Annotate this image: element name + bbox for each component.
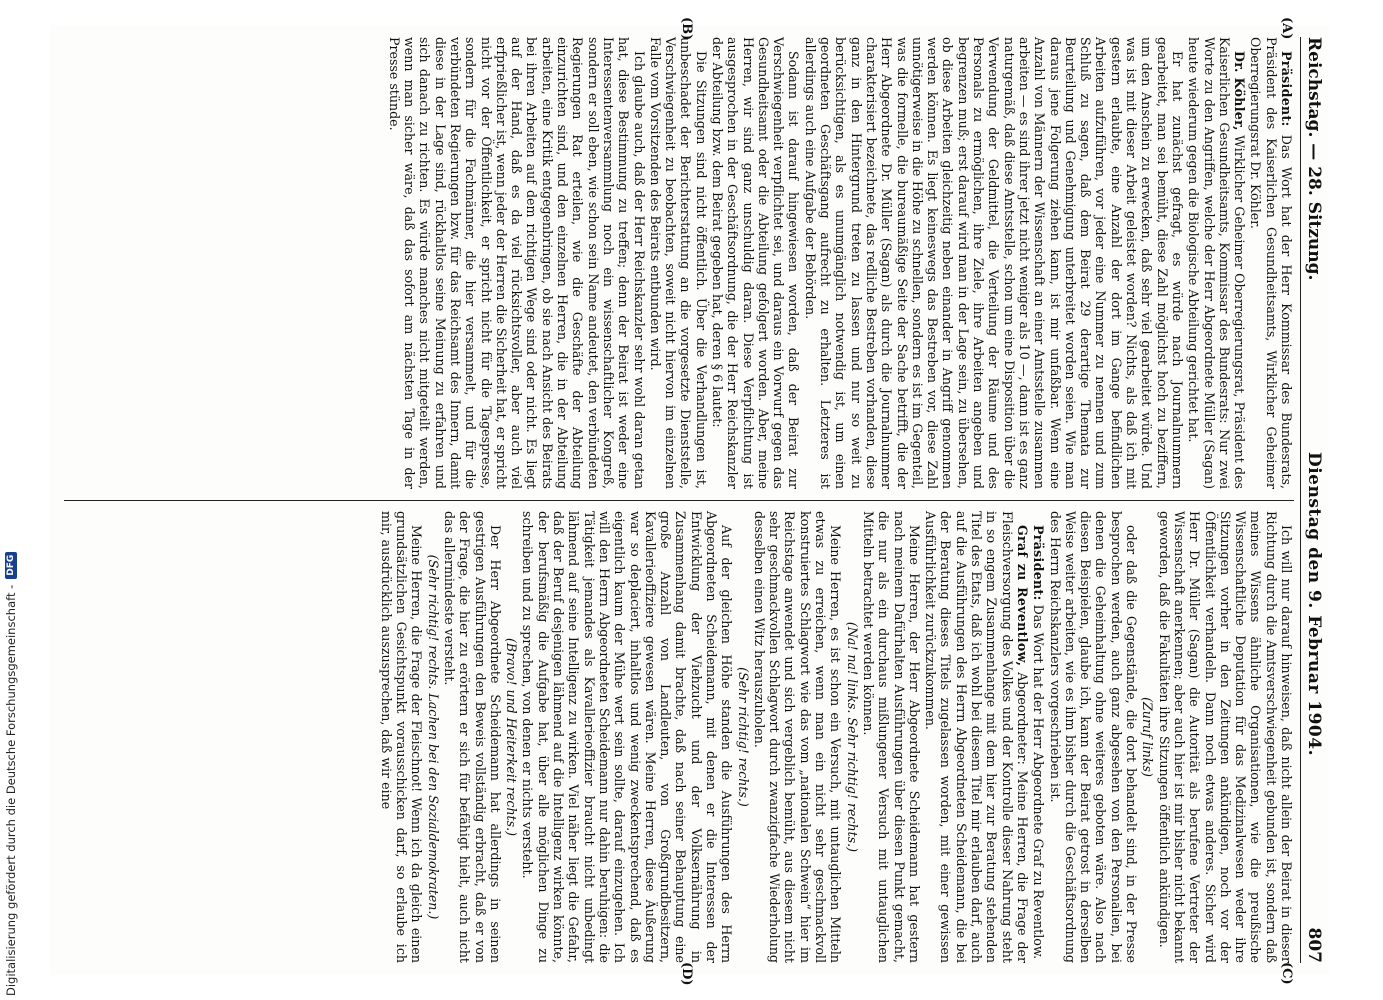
paragraph-text: (Sehr richtig! rechts. Lachen bei den Sozialdemokraten.) (425, 554, 441, 920)
right-column (377, 511, 1294, 963)
paragraph-text: (Sehr richtig! rechts.) (735, 667, 751, 807)
paragraph (752, 511, 844, 963)
rotated-page-content (50, 17, 1330, 986)
paragraph (923, 511, 1030, 963)
column-divider (64, 500, 1294, 501)
paragraph (1186, 37, 1247, 489)
speaker-name: Graf zu Reventlow, (1014, 525, 1030, 667)
header-left: Reichstag. — 28. Sitzung. (1304, 37, 1324, 281)
paragraph (735, 511, 750, 963)
speaker-name: Dr. Köhler, (1232, 51, 1248, 131)
paragraph-text: Das Wort hat der Herr Kommissar des Bundesrats, Präsident des Kaiserlichen Gesundheitsamts, Wirklicher Geheimer Oberregierungsrat Dr. Köhler. (1248, 37, 1294, 489)
paragraph-text: Er hat zunächst gefragt, es würde nach Journalnummern gearbeitet, man sei bemüht, diese Zahl möglichst hoch zu beziffern, um den Anschein zu erwecken, daß sehr viel gearbeitet würde. Und was ist mit dieser Arbeit geleistet worden? Nichts, als daß ich mit gestern erlaubte, eine Anzahl der dort im Gange befindlichen Arbeiten aufzuführen, vor jeder eine Nummer zu nennen und zum Schluß zu sagen, daß dem Beirat 29 derartige Themata zur Beurteilung und Genehmigung unterbreitet worden seien. Wie man daraus jene Folgerung ziehen kann, ist mir unfaßbar. Wenn eine Anzahl von Männern der Wissenschaft an einer Amtsstelle zusammen arbeiten — es sind ihrer jetzt nicht weniger als 10 —, dann ist es ganz naturgemäß, daß diese Amtsstelle, schon um eine Disposition über die Verwendung der Geldmittel, die Verteilung der Räume und des Personals zu ermöglichen, ihre Ziele, ihre Arbeiten angeben und begrenzen muß; erst darauf wird man in der Lage sein, zu übersehen, ob diese Arbeiten gleichzeitig neben einander in Angriff genommen werden können. Es liegt keineswegs das Bestreben vor, diese Zahl unnötigerweise in die Höhe zu schnellen, sondern es ist im Gegenteil, was die formelle, die bureaumäßige Seite der Sache betrifft, die der Herr Abgeordnete Dr. Müller (Sagan) als durch die Journalnummer charakterisiert bezeichnete, das redliche Bestreben vorhanden, diese ganz in den Hintergrund treten zu lassen und nur so weit zu berücksichtigen, als es unumgänglich notwendig ist, um einen geordneten Geschäftsgang aufrecht zu erhalten. Letzteres ist allerdings auch eine Aufgabe der Behörden. (802, 37, 1185, 489)
paragraph (710, 37, 802, 489)
paragraph-text: Sodann ist darauf hingewiesen worden, daß der Beirat zur Verschwiegenheit verpflichtet sei, und daraus ein Vorwurf gegen das Gesundheitsamt oder die Abteilung gefolgert worden. Aber, meine Herren, wir sind ganz unschuldig daran. Diese Verpflichtung ist ausgesprochen in der Geschäftsordnung, die der Herr Reichskanzler der Abteilung bzw. dem Beirat gegeben hat, deren § 6 lautet: (710, 37, 802, 489)
paragraph-text: (Zuruf links) (1140, 697, 1156, 777)
paragraph-text: Abgeordneter: Meine Herren, die Frage der Fleischversorgung des Volkes und der Kontrolle dieser Nahrung steht in so engem Zusammenhange mit dem hier zur Beratung stehenden Titel des Etats, daß ich wohl bei diesem Titel mir erlauben darf, auch auf die Ausführungen des Herrn Abgeordneten Scheidemann, die bei der Beratung dieses Titels zugelassen worden, mit einer gewissen Ausführlichkeit zurückzukommen. (923, 511, 1030, 963)
paragraph-text: Meine Herren, die Frage der Fleischnot! Wenn ich da gleich einen grundsätzlichen Gesichtspunkt vorausschicken darf, so erlaube ich mir, ausdrücklich auszusprechen, daß wir eine (378, 511, 425, 963)
page-header (1300, 37, 1324, 963)
paragraph-text: Ich glaube auch, daß der Herr Reichskanzler sehr wohl daran getan hat, diese Bestimmung zu treffen; denn der Beirat ist weder eine Interessentenversammlung noch ein wissenschaftlicher Kongreß, sondern er soll eben, wie schon sein Name andeutet, den verbündeten Regierungen Rat erteilen, wie die Geschäfte der Abteilung einzurichten sind, und den einzelnen Herren, die in der Abteilung arbeiten, eine Kritik entgegenbringen, ob sie nach Ansicht des Beirats bei ihren Arbeiten auf dem richtigen Wege sind oder nicht. Es liegt auf der Hand, daß es da viel rücksichtsvoller, aber auch viel erfprießlicher ist, wenn jeder der Herren die Sicherheit hat, er spricht nicht vor der Öffentlichkeit, er spricht nicht für die Tagespresse, sondern für die Fachmänner, die hier versammelt, und für die verbündeten Regierungen bzw. für das Reichsamt des Innern, damit diese in der Lage sind, rückhaltlos seine Meinung zu erfahren und sich danach zu richten. Es würde manches nicht mitgeteilt werden, wenn man sicher wäre, daß das sofort am nächsten Tage in der Presse stünde. (386, 37, 647, 489)
paragraph (1031, 511, 1046, 963)
paragraph-text: Auf der gleichen Höhe standen die Ausführungen des Herrn Abgeordneten Scheidemann, mit denen er die Interessen der Entwicklung der Viehzucht und der Volksernährung in Zusammenhang damit brachte, daß nach seiner Behauptung eine große Anzahl von Landleuten, von Großgrundbesitzern, Kavallerieoffiziere gewesen wären. Meine Herren, diese Äußerung war so deplaciert, inhaltlos und wenig zweckentsprechend, daß es eigentlich kaum der Mühe wert sein sollte, darauf einzugehen. Ich will den Herrn Abgeordneten Scheidemann nur dahin beruhigen: die Tätigkeit jemandes als Kavallerieoffizier braucht nicht unbedingt lähmend auf seine Intelligenz zu wirken. Viel näher liegt die Gefahr, daß der Beruf desjenigen lähmend auf die Intelligenz wirken könnte, der berufsmäßig die Aufgabe hat, über alle möglichen Dinge zu schreiben und zu sprechen, von denen er nichts versteht. (520, 511, 735, 963)
dfg-logo: DFG (5, 552, 17, 579)
paragraph-text: Wirklicher Geheimer Oberregierungsrat, Präsident des Kaiserlichen Gesundheitsamts, Kommissar des Bundesrats: Nur zwei Worte zu den Angriffen, welche der Herr Abgeordnete Müller (Sagan) heute wiederum gegen die Biologische Abteilung gerichtet hat. (1186, 37, 1248, 489)
paragraph-text: oder daß die Gegenstände, die dort behandelt sind, in der Presse besprochen werden, auch ganz abgesehen von den Personalien, bei denen die Geheimhaltung ohne weiteres geboten wäre. Also nach diesen Beispielen, glaube ich, kann der Beirat getrost in derselben Weise weiter arbeiten, wie es ihm bisher durch die Geschäftsordnung des Herrn Reichskanzlers vorgeschrieben ist. (1047, 511, 1140, 963)
paragraph-text: Das Wort hat der Herr Abgeordnete Graf zu Reventlow. (1031, 604, 1047, 960)
paragraph-text: Meine Herren, es ist schon ein Versuch, mit untauglichen Mitteln etwas zu erreichen, wenn man ein nicht sehr geschmackvoll konstruiertes Schlagwort wie das vom „nationalen Schwein“ hier im Reichstage anwendet und sich vergeblich bemüht, aus diesem nicht sehr geschmackvollen Schlagwort durch zwanzigfache Wiederholung desselben einen Witz herauszuholen. (751, 511, 844, 963)
paragraph (504, 511, 519, 963)
margin-letter-c: (C) (1279, 962, 1294, 985)
paragraph (1140, 511, 1155, 963)
margin-letter-d: (D) (679, 962, 694, 986)
paragraph (378, 511, 424, 963)
paragraph-text: Der Herr Abgeordnete Scheidemann hat allerdings in seinen gestrigen Ausführungen den Beweis vollständig erbracht, daß er von der Frage, die hier zu erörtern er sich für befähigt hielt, auch nicht das allermindeste versteht. (441, 511, 503, 963)
paragraph (844, 511, 859, 963)
paragraph (442, 511, 503, 963)
paragraph (803, 37, 1185, 489)
paragraph-text: Meine Herren, der Herr Abgeordnete Scheidemann hat gestern nach meinem Dafürhalten Ausführungen über diesen Punkt gemacht, die nur als ein durchaus mißlungener Versuch mit untauglichen Mitteln betrachtet werden können. (860, 511, 922, 963)
paragraph (1047, 511, 1139, 963)
paragraph (648, 37, 709, 489)
paragraph (861, 511, 922, 963)
header-date: Dienstag den 9. Februar 1904. (1304, 451, 1324, 757)
paragraph (425, 511, 440, 963)
paragraph (386, 37, 646, 489)
left-column (377, 37, 1294, 489)
margin-letter-a: (A) (1279, 17, 1294, 40)
paragraph-text: (Bravo! und Heiterkeit rechts.) (504, 638, 520, 836)
margin-letter-b: (B) (679, 17, 694, 41)
paragraph-text: Ich will nur darauf hinweisen, daß nicht allein der Beirat in dieser Richtung durch die Amtsverschwiegenheit gebunden ist, sondern daß meines Wissens ähnliche Organisationen, wie die preußische Wissenschaftliche Deputation für das Medizinalwesen weder ihre Sitzungen vorher in den Zeitungen ankündigen, noch vor der Öffentlichkeit verhandeln. Dann noch etwas anderes. Sicher wird Herr Dr. Müller (Sagan) die Autorität als berufene Vertreter der Wissenschaft anerkennen; aber auch hier ist mir bisher nicht bekannt geworden, daß die Fakultäten ihre Sitzungen öffentlich ankündigen. (1156, 511, 1294, 963)
speaker-name: Präsident: (1279, 51, 1294, 127)
paragraph (1248, 37, 1294, 489)
paragraph-text: (Na! na! links. Sehr richtig! rechts.) (844, 621, 860, 853)
digitization-credit: Digitalisierung gefördert durch die Deutsche Forschungsgemeinschaft - (4, 584, 18, 996)
digitization-sidebar (4, 0, 26, 1000)
speaker-name: Präsident: (1031, 525, 1047, 601)
paragraph-text: Die Sitzungen sind nicht öffentlich. Über die Verhandlungen ist, unbeschadet der Berichterstattung an die vorgesetzte Dienststelle, Verschwiegenheit zu beobachten, soweit nicht hiervon im einzelnen Falle vom Vorsitzenden des Beirats entbunden wird. (647, 37, 709, 489)
paragraph (1156, 511, 1294, 963)
text-columns (377, 17, 1294, 986)
page-number: 807 (1304, 927, 1324, 963)
paragraph (520, 511, 734, 963)
